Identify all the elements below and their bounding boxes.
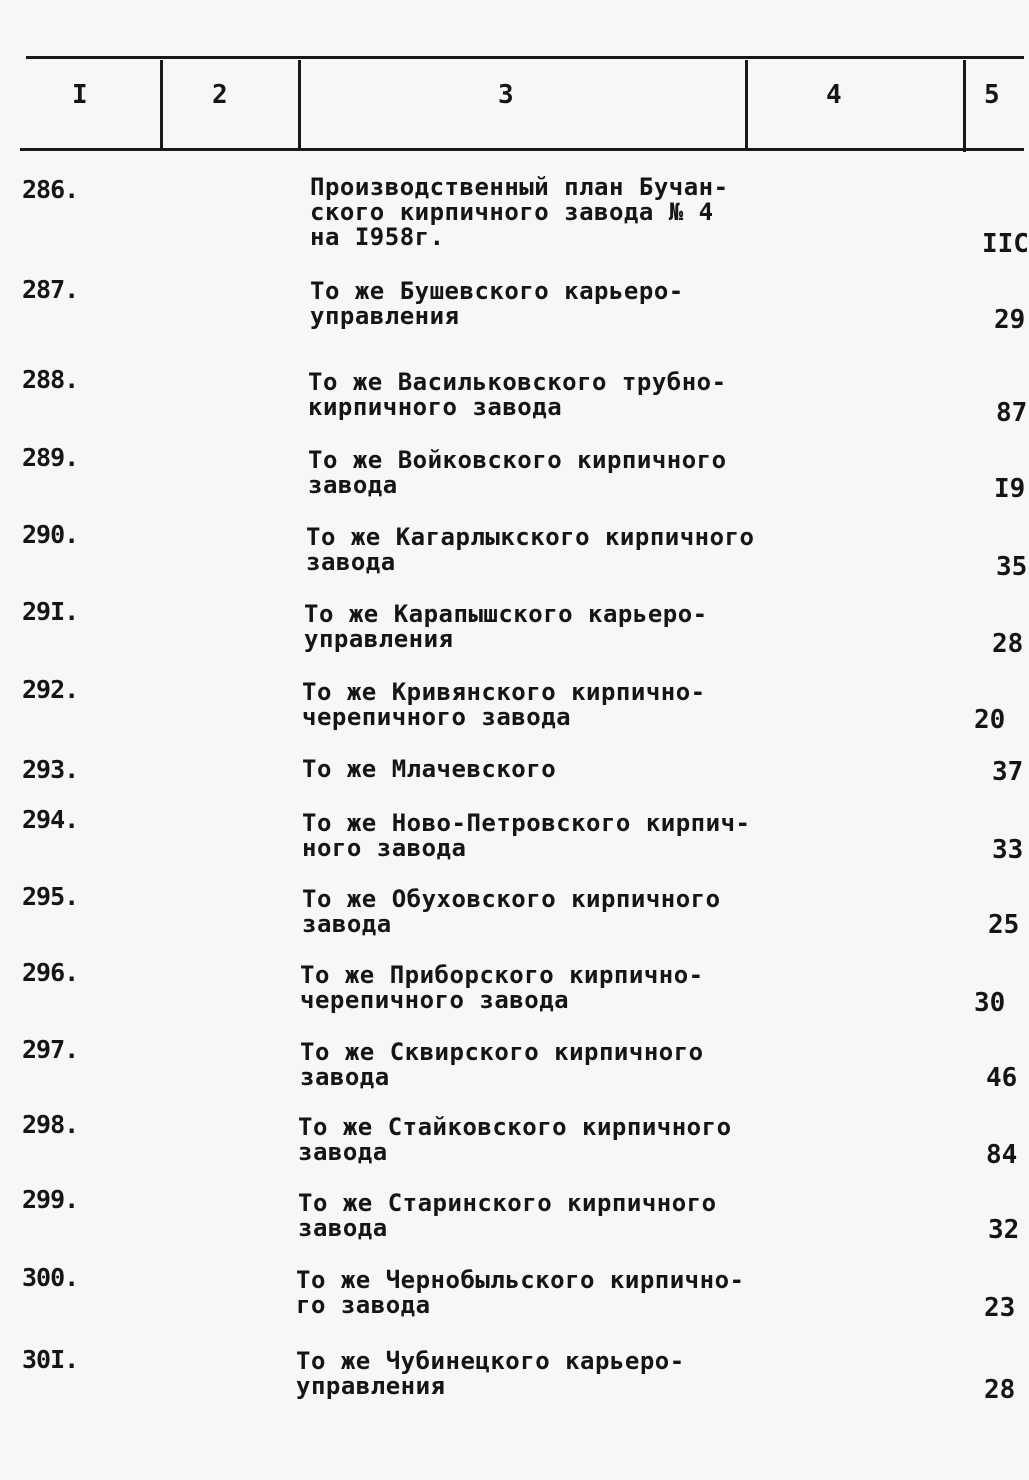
row-number: 30I. (22, 1345, 79, 1374)
row-page-count: IIC (982, 229, 1029, 259)
row-number: 298. (22, 1110, 79, 1139)
row-number: 300. (22, 1263, 79, 1292)
row-number: 288. (22, 365, 79, 394)
row-description: То же Чубинецкого карьеро- управления (296, 1347, 685, 1400)
row-page-count: 30 (974, 988, 1006, 1018)
row-number: 292. (22, 675, 79, 704)
row-number: 290. (22, 520, 79, 549)
row-page-count: 33 (992, 835, 1024, 865)
row-number: 299. (22, 1185, 79, 1214)
row-description: То же Млачевского (302, 755, 557, 783)
header-bottom-rule (20, 148, 1024, 151)
column-divider-2 (298, 60, 301, 150)
row-number: 287. (22, 275, 79, 304)
row-number: 296. (22, 958, 79, 987)
column-header-2: 2 (212, 80, 228, 110)
column-header-1: I (72, 80, 88, 110)
row-description: То же Ново-Петровского кирпич- ного завода (302, 809, 751, 862)
row-description: То же Приборского кирпично- черепичного завода (300, 961, 704, 1014)
row-number: 286. (22, 175, 79, 204)
row-description: То же Старинского кирпичного завода (298, 1189, 717, 1242)
column-divider-4 (963, 60, 966, 152)
row-description: Производственный план Бучан- ского кирпичного завода № 4 на I958г. (310, 173, 729, 251)
row-description: То же Кагарлыкского кирпичного завода (306, 523, 755, 576)
row-page-count: 28 (984, 1375, 1016, 1405)
row-page-count: 29 (994, 305, 1026, 335)
column-divider-1 (160, 60, 163, 150)
row-description: То же Кривянского кирпично- черепичного завода (302, 678, 706, 731)
column-header-5: 5 (984, 80, 1000, 110)
row-page-count: 28 (992, 629, 1024, 659)
row-description: То же Васильковского трубно- кирпичного завода (308, 368, 727, 421)
row-number: 29I. (22, 597, 79, 626)
row-page-count: 25 (988, 910, 1020, 940)
row-description: То же Карапышского карьеро- управления (304, 600, 708, 653)
row-number: 289. (22, 443, 79, 472)
header-top-rule (26, 56, 1024, 59)
row-page-count: 35 (996, 552, 1028, 582)
row-description: То же Обуховского кирпичного завода (302, 885, 721, 938)
row-page-count: 23 (984, 1293, 1016, 1323)
column-header-3: 3 (498, 80, 514, 110)
column-divider-3 (745, 60, 748, 150)
row-page-count: 46 (986, 1063, 1018, 1093)
row-description: То же Бушевского карьеро- управления (310, 277, 684, 330)
row-description: То же Сквирского кирпичного завода (300, 1038, 704, 1091)
row-page-count: 84 (986, 1140, 1018, 1170)
row-description: То же Чернобыльского кирпично- го завода (296, 1266, 745, 1319)
row-number: 297. (22, 1035, 79, 1064)
row-page-count: 87 (996, 398, 1028, 428)
column-header-4: 4 (826, 80, 842, 110)
row-number: 293. (22, 755, 79, 784)
row-description: То же Стайковского кирпичного завода (298, 1113, 732, 1166)
row-page-count: 20 (974, 705, 1006, 735)
row-page-count: 37 (992, 757, 1024, 787)
row-page-count: 32 (988, 1215, 1020, 1245)
row-number: 295. (22, 882, 79, 911)
row-description: То же Войковского кирпичного завода (308, 446, 727, 499)
row-number: 294. (22, 805, 79, 834)
row-page-count: I9 (994, 474, 1026, 504)
